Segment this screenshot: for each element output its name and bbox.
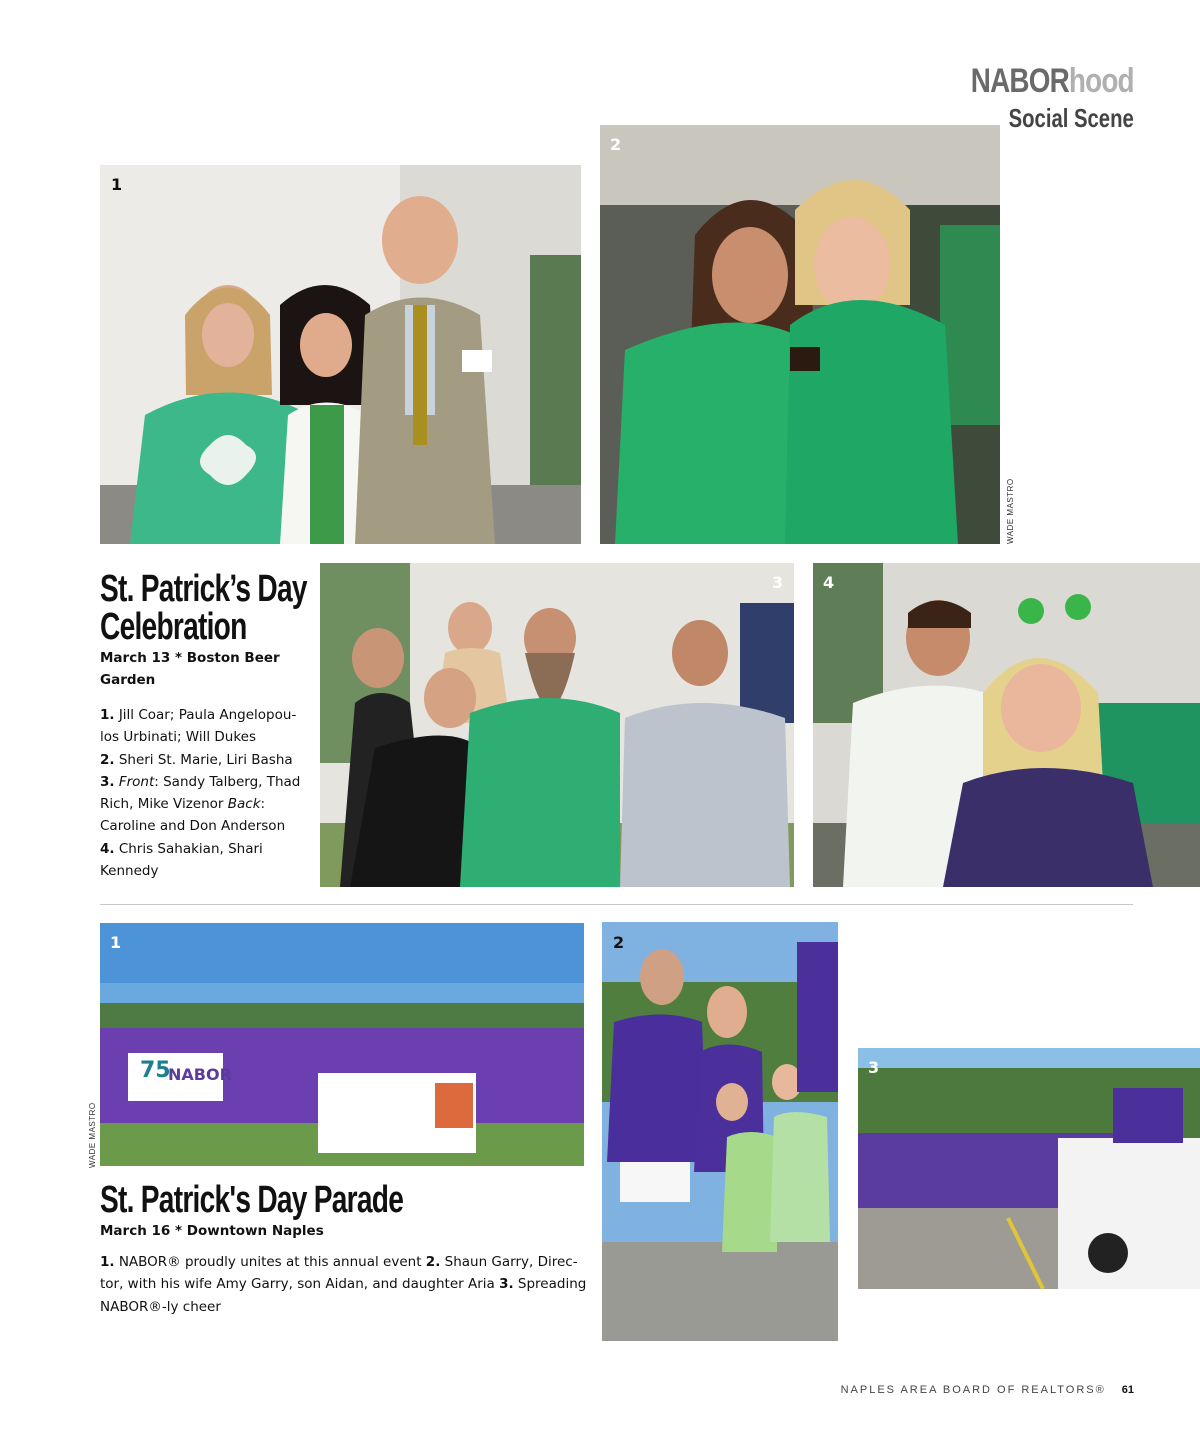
parade-title: St. Patrick's Day Parade xyxy=(100,1179,404,1221)
celebration-heading xyxy=(100,570,320,646)
caption-4: 4. Chris Sahakian, Shari xyxy=(100,840,263,857)
parade-photo-3 xyxy=(858,1048,1200,1289)
celebration-photo-3-number: 3 xyxy=(772,573,784,592)
section-divider xyxy=(100,904,1133,905)
photo-credit-top: WADE MASTRO xyxy=(1006,478,1015,544)
caption-3: 3. Front: Sandy Talberg, Thad xyxy=(100,773,301,790)
page-footer xyxy=(841,1384,1134,1396)
masthead-subtitle: Social Scene xyxy=(1008,103,1134,133)
caption-2: 2. Sheri St. Marie, Liri Basha xyxy=(100,751,293,768)
celebration-photo-2 xyxy=(600,125,1000,544)
photo-credit-bottom: WADE MASTRO xyxy=(88,1102,97,1168)
parade-photo-1 xyxy=(100,923,584,1166)
parade-photo-2-number: 2 xyxy=(613,933,625,952)
caption-1: 1. Jill Coar; Paula Angelopou- xyxy=(100,707,297,723)
masthead xyxy=(935,62,1134,134)
celebration-title-line1: St. Patrick’s Day xyxy=(100,568,307,610)
celebration-title-line2: Celebration xyxy=(100,606,247,648)
celebration-captions: 1. Jill Coar; Paula Angelopou- los Urbinati; Will Dukes 2. Sheri St. Marie, Liri Basha 3. Front: Sandy Talberg, Thad Rich, Mike Vizenor Back: Caroline and Don Anderson 4. Chris Sahakian, Shari Kennedy xyxy=(100,704,310,882)
celebration-photo-1 xyxy=(100,165,581,544)
celebration-photo-4 xyxy=(813,563,1200,887)
celebration-photo-2-number: 2 xyxy=(610,135,622,154)
celebration-photo-3 xyxy=(320,563,794,887)
celebration-photo-1-number: 1 xyxy=(111,175,123,194)
parade-banner-number: 75 xyxy=(140,1058,171,1083)
celebration-photo-4-number: 4 xyxy=(823,573,835,592)
parade-photo-2 xyxy=(602,922,838,1341)
masthead-title: NABORhood xyxy=(971,62,1134,100)
celebration-meta: March 13 * Boston Beer Garden xyxy=(100,650,280,688)
page-number: 61 xyxy=(1121,1384,1134,1396)
parade-captions: 1. NABOR® proudly unites at this annual event 2. Shaun Garry, Direc- tor, with his wife Amy Garry, son Aidan, and daughter Aria 3. Spreading NABOR®-ly cheer xyxy=(100,1254,587,1315)
parade-banner-text: NABOR xyxy=(168,1065,232,1084)
footer-org: NAPLES AREA BOARD OF REALTORS® xyxy=(840,1384,1106,1396)
parade-photo-3-number: 3 xyxy=(868,1058,880,1077)
parade-meta: March 16 * Downtown Naples xyxy=(100,1223,324,1239)
parade-photo-1-number: 1 xyxy=(110,933,122,952)
